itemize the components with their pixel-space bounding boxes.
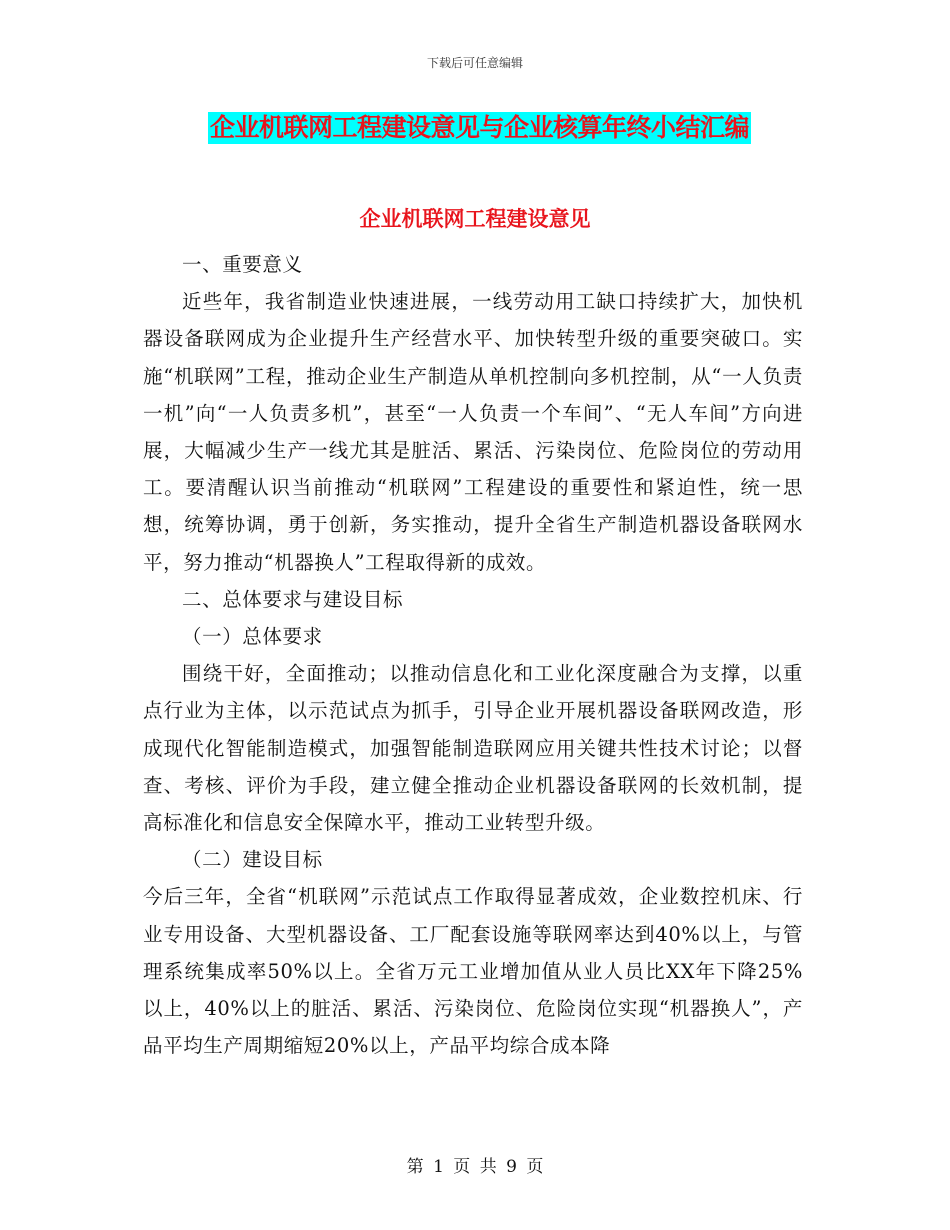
paragraph-overall: 围绕干好，全面推动；以推动信息化和工业化深度融合为支撑，以重点行业为主体，以示范试点为抓手，引导企业开展机器设备联网改造，形成现代化智能制造模式，加强智能制造联网应用关键共性技术讨论；以督查、考核、评价为手段，建立健全推动企业机器设备联网的长效机制，提高标准化和信息安全保障水平，推动工业转型升级。 [143,662,803,835]
subsection-heading-overall: （一）总体要求 [182,625,323,649]
section-heading-importance: 一、重要意义 [182,253,303,276]
section-heading-requirements: 二、总体要求与建设目标 [182,587,404,611]
sub-title: 企业机联网工程建设意见 [359,206,591,231]
document-body [143,246,803,1064]
main-title: 企业机联网工程建设意见与企业核算年终小结汇编 [210,113,750,142]
subsection-heading-goals: （二）建设目标 [182,848,323,872]
header-note: 下载后可任意编辑 [426,56,523,70]
paragraph-importance: 近些年，我省制造业快速进展，一线劳动用工缺口持续扩大，加快机器设备联网成为企业提升生产经营水平、加快转型升级的重要突破口。实施“机联网”工程，推动企业生产制造从单机控制向多机控制，从“一人负责一机”向“一人负责多机”，甚至“一人负责一个车间”、“无人车间”方向进展，大幅减少生产一线尤其是脏活、累活、污染岗位、危险岗位的劳动用工。要清醒认识当前推动“机联网”工程建设的重要性和紧迫性，统一思想，统筹协调，勇于创新，务实推动，提升全省生产制造机器设备联网水平，努力推动“机器换人”工程取得新的成效。 [143,290,803,574]
paragraph-goals: 今后三年，全省“机联网”示范试点工作取得显著成效，企业数控机床、行业专用设备、大型机器设备、工厂配套设施等联网率达到40%以上，与管理系统集成率50%以上。全省万元工业增加值从业人员比XX年下降25%以上，40%以上的脏活、累活、污染岗位、危险岗位实现“机器换人”，产品平均生产周期缩短20%以上，产品平均综合成本降 [143,885,803,1058]
page-footer: 第 1 页 共 9 页 [406,1157,544,1177]
